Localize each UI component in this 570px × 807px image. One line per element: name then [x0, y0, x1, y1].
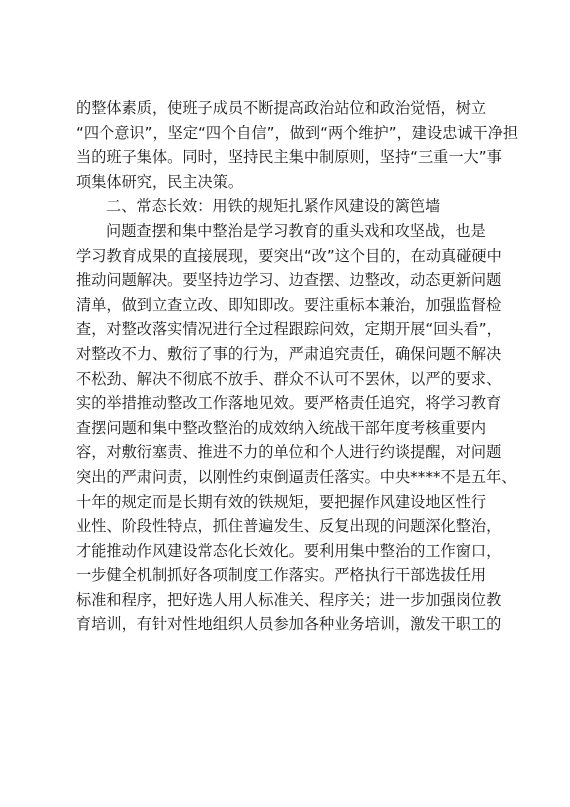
text-line: 查摆问题和集中整改整治的成效纳入统战干部年度考核重要内 — [76, 418, 487, 437]
text-line: “四个意识”，坚定“四个自信”，做到“两个维护”，建设忠诚干净担 — [76, 123, 519, 142]
text-line: 容，对敷衍塞责、推进不力的单位和个人进行约谈提醒，对问题 — [76, 443, 502, 462]
text-line: 标准和程序，把好选人用人标准关、程序关；进一步加强岗位教 — [76, 590, 502, 609]
text-line: 的整体素质，使班子成员不断提高政治站位和政治觉悟，树立 — [76, 99, 487, 117]
text-line: 突出的严肃问责，以刚性约束倒逼责任落实。中央****不是五年、 — [76, 467, 517, 486]
text-line: 学习教育成果的直接展现，要突出“改”这个目的，在动真碰硬中 — [76, 246, 502, 265]
text-line: 当的班子集体。同时，坚持民主集中制原则，坚持“三重一大”事 — [76, 148, 502, 167]
text-line: 查，对整改落实情况进行全过程跟踪问效，定期开展“回头看”， — [76, 320, 502, 339]
paragraph-first-line: 问题查摆和集中整治是学习教育的重头戏和攻坚战，也是 — [106, 221, 486, 240]
text-line: 十年的规定而是长期有效的铁规矩，要把握作风建设地区性行 — [76, 492, 487, 511]
text-line: 不松劲、解决不彻底不放手、群众不认可不罢休，以严的要求、 — [76, 369, 502, 388]
body-text — [76, 96, 519, 637]
text-line: 业性、阶段性特点，抓住普遍发生、反复出现的问题深化整治， — [76, 517, 502, 536]
text-line: 一步健全机制抓好各项制度工作落实。严格执行干部选拔任用 — [76, 566, 487, 585]
text-line: 对整改不力、敷衍了事的行为，严肃追究责任，确保问题不解决 — [76, 344, 502, 363]
text-line: 育培训，有针对性地组织人员参加各种业务培训，激发干职工的 — [76, 615, 502, 634]
text-line: 清单，做到立查立改、即知即改。要注重标本兼治，加强监督检 — [76, 295, 502, 314]
text-line: 才能推动作风建设常态化长效化。要利用集中整治的工作窗口， — [76, 541, 502, 560]
text-line: 实的举措推动整改工作落地见效。要严格责任追究，将学习教育 — [76, 394, 502, 413]
section-heading: 二、常态长效：用铁的规矩扎紧作风建设的篱笆墙 — [106, 197, 441, 216]
text-line: 推动问题解决。要坚持边学习、边查摆、边整改，动态更新问题 — [76, 271, 502, 290]
text-line: 项集体研究，民主决策。 — [76, 172, 244, 191]
